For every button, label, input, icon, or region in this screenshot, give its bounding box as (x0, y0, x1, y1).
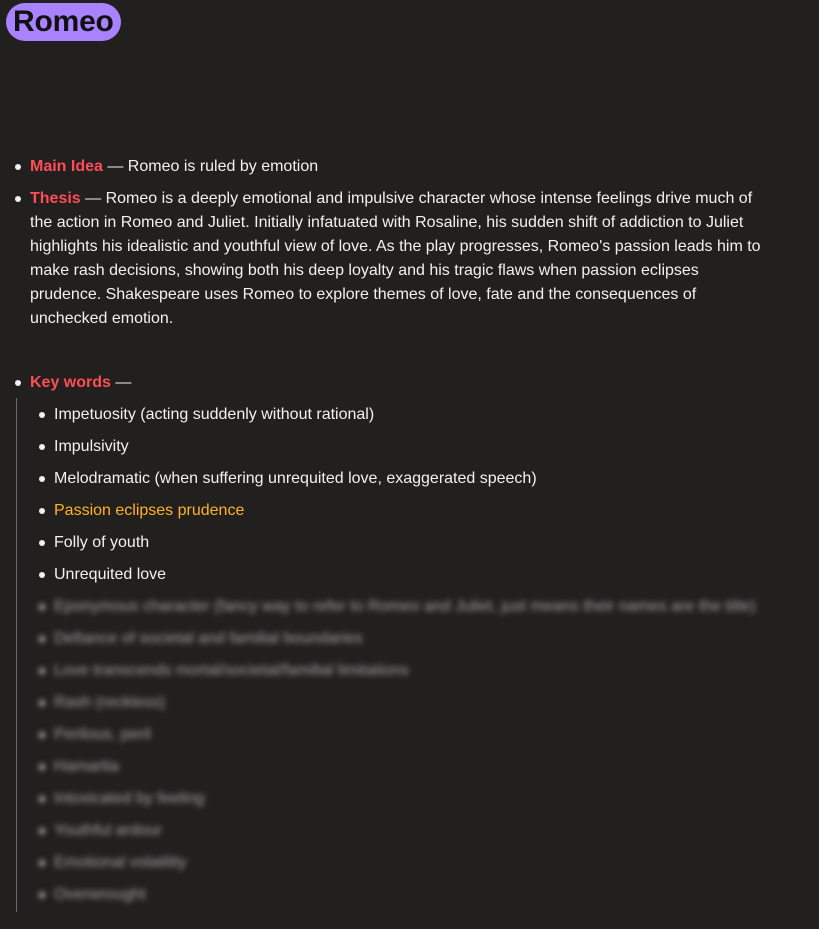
key-word-item-blurred: Eponymous character (fancy way to refer to Romeo and Juliet, just means their names are the title) (17, 595, 817, 627)
page-title: Romeo (6, 3, 121, 41)
key-word-item-blurred: Rash (reckless) (17, 691, 817, 723)
key-word-item: Folly of youth (17, 531, 817, 563)
key-words-sublist (17, 398, 817, 915)
main-idea-text: Romeo is ruled by emotion (127, 158, 319, 175)
main-idea-label: Main Idea (30, 158, 103, 175)
key-word-item-blurred: Hamartia (17, 755, 817, 787)
key-words-item (0, 371, 765, 395)
key-words-sublist-container (16, 398, 817, 912)
key-words-separator: — (110, 374, 132, 391)
key-words-label: Key words (30, 374, 111, 391)
key-word-item: Impetuosity (acting suddenly without rational) (17, 403, 817, 435)
thesis-label: Thesis (30, 190, 81, 207)
key-word-item-blurred: Perilous, peril (17, 723, 817, 755)
thesis-separator: — (80, 190, 106, 207)
key-word-item-blurred: Defiance of societal and familial boundaries (17, 627, 817, 659)
main-idea-list (0, 155, 765, 179)
key-word-item-highlighted: Passion eclipses prudence (17, 499, 817, 531)
main-idea-separator: — (102, 158, 128, 175)
thesis-item (0, 187, 765, 331)
key-word-item: Unrequited love (17, 563, 817, 595)
key-word-item-blurred: Intoxicated by feeling (17, 787, 817, 819)
key-word-item-blurred: Love transcends mortal/societal/familial limitations (17, 659, 817, 691)
thesis-list (0, 187, 765, 331)
key-word-item: Impulsivity (17, 435, 817, 467)
key-word-item-blurred: Youthful ardour (17, 819, 817, 851)
key-word-item-blurred: Overwrought (17, 883, 817, 915)
key-word-item: Melodramatic (when suffering unrequited love, exaggerated speech) (17, 467, 817, 499)
key-word-item-blurred: Emotional volatility (17, 851, 817, 883)
main-idea-item (0, 155, 765, 179)
thesis-text: Romeo is a deeply emotional and impulsive character whose intense feelings drive much of the action in Romeo and Juliet. Initially infatuated with Rosaline, his sudden shift of addiction to Juliet highlights his idealistic and youthful view of love. As the play progresses, Romeo's passion leads him to make rash decisions, showing both his deep loyalty and his tragic flaws when passion eclipses prudence. Shakespeare uses Romeo to explore themes of love, fate and the consequences of unchecked emotion. (30, 190, 761, 327)
key-words-list (0, 371, 765, 395)
